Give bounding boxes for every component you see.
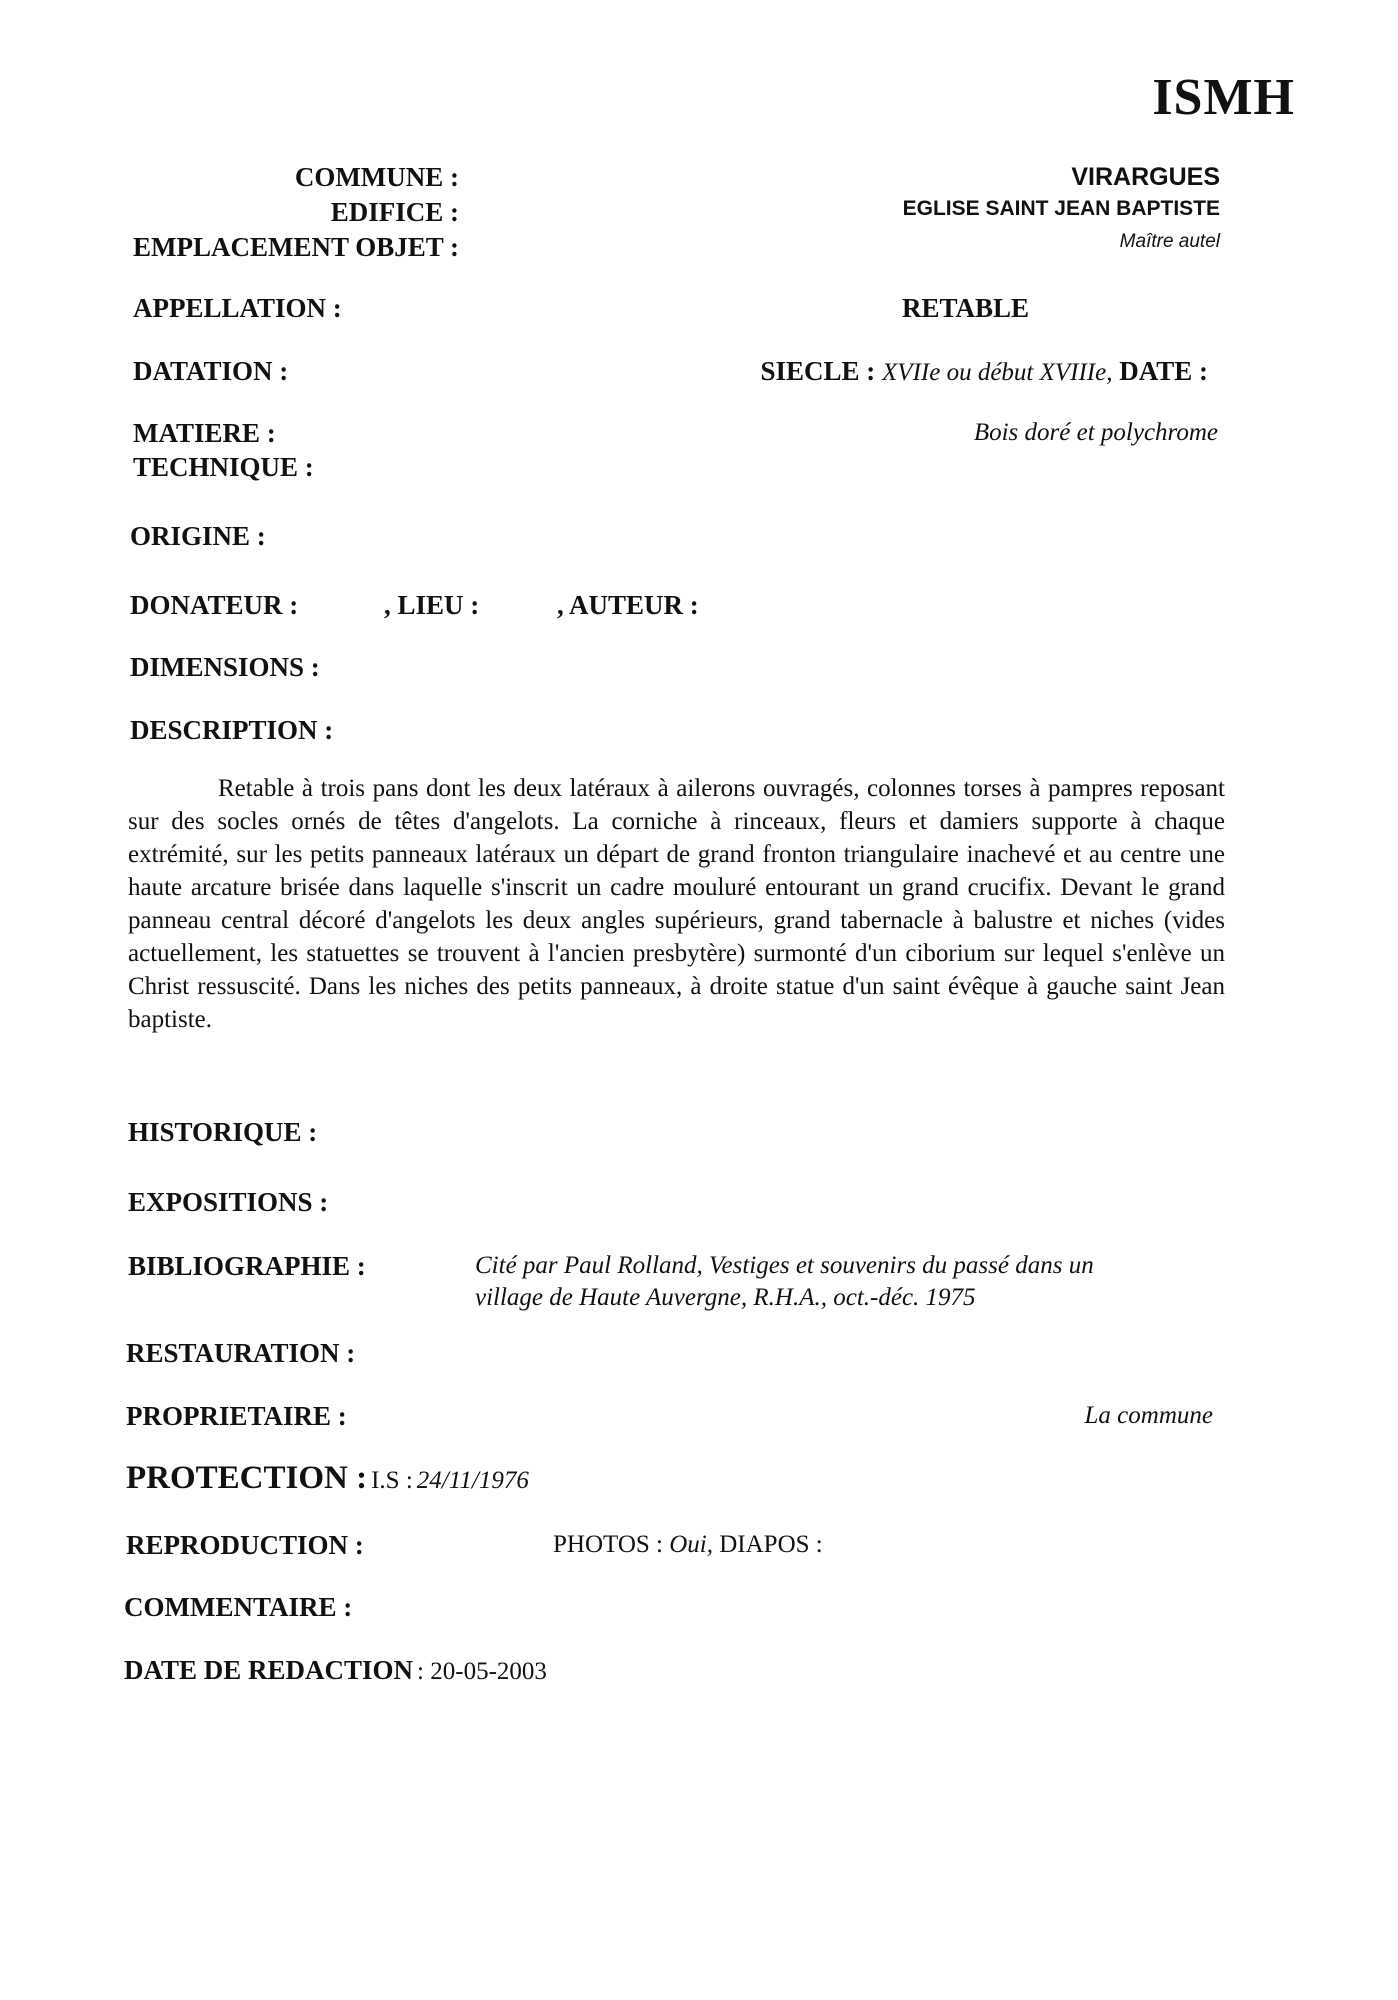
historique-label: HISTORIQUE : [128, 1117, 318, 1147]
photos-value: Oui, [669, 1531, 713, 1558]
dimensions-label: DIMENSIONS : [130, 652, 320, 682]
restauration-label: RESTAURATION : [126, 1338, 356, 1368]
bibliographie-line-1: Cité par Paul Rolland, Vestiges et souvenirs du passé dans un [475, 1252, 1094, 1279]
reproduction-label: REPRODUCTION : [126, 1530, 364, 1560]
siecle-value: XVIIe ou début XVIIIe, [882, 359, 1113, 386]
protection-line [126, 1460, 529, 1497]
edifice-label: EDIFICE : [330, 197, 460, 227]
diapos-label: DIAPOS : [719, 1531, 823, 1558]
auteur-label: , AUTEUR : [557, 590, 699, 620]
bibliographie-value [475, 1250, 1094, 1314]
photos-label: PHOTOS : [553, 1531, 663, 1558]
commentaire-label: COMMENTAIRE : [124, 1592, 353, 1622]
datation-label: DATATION : [133, 356, 289, 386]
description-text [128, 772, 1225, 1036]
protection-label: PROTECTION : [126, 1460, 368, 1496]
commune-label: COMMUNE : [294, 162, 460, 192]
date-redaction-label: DATE DE REDACTION [124, 1655, 414, 1685]
bibliographie-label: BIBLIOGRAPHIE : [128, 1251, 366, 1281]
origine-label: ORIGINE : [130, 521, 266, 551]
commune-value: VIRARGUES [1071, 163, 1220, 191]
date-redaction-value: : 20-05-2003 [417, 1658, 547, 1685]
protection-type: I.S : [371, 1467, 413, 1494]
emplacement-label: EMPLACEMENT OBJET : [133, 232, 460, 262]
header-labels [133, 160, 459, 265]
technique-label: TECHNIQUE : [133, 452, 314, 482]
description-label: DESCRIPTION : [130, 715, 334, 745]
matiere-label: MATIERE : [133, 418, 276, 448]
edifice-value: EGLISE SAINT JEAN BAPTISTE [902, 197, 1220, 220]
bibliographie-line-2: village de Haute Auvergne, R.H.A., oct.-déc. 1975 [475, 1284, 976, 1311]
reproduction-values [553, 1531, 823, 1559]
expositions-label: EXPOSITIONS : [128, 1187, 329, 1217]
emplacement-value: Maître autel [1119, 231, 1220, 252]
appellation-label: APPELLATION : [133, 293, 342, 323]
date-redaction-line [124, 1655, 547, 1686]
donateur-label: DONATEUR : [130, 590, 299, 620]
description-paragraph: Retable à trois pans dont les deux latéraux à ailerons ouvragés, colonnes torses à pampres reposant sur des socles ornés de têtes d'angelots. La corniche à rinceaux, fleurs et damiers supporte à chaque extrémité, sur les petits panneaux latéraux un départ de grand fronton triangulaire inachevé et au centre une haute arcature brisée dans laquelle s'inscrit un cadre mouluré entourant un grand crucifix. Devant le grand panneau central décoré d'angelots les deux angles supérieurs, grand tabernacle à balustre et niches (vides actuellement, les statuettes se trouvent à l'ancien presbytère) surmonté d'un ciborium sur lequel s'enlève un Christ ressuscité. Dans les niches des petits panneaux, à droite statue d'un saint évêque à gauche saint Jean baptiste. [128, 775, 1225, 1033]
proprietaire-label: PROPRIETAIRE : [126, 1401, 347, 1431]
lieu-label: , LIEU : [384, 590, 480, 620]
siecle-label: SIECLE : [760, 356, 876, 386]
appellation-value: RETABLE [902, 293, 1030, 323]
siecle-line [760, 356, 1208, 387]
corner-title: ISMH [1152, 69, 1295, 126]
protection-date: 24/11/1976 [416, 1467, 529, 1494]
matiere-value: Bois doré et polychrome [973, 419, 1218, 446]
date-label: DATE : [1119, 356, 1208, 386]
proprietaire-value: La commune [1084, 1402, 1213, 1429]
